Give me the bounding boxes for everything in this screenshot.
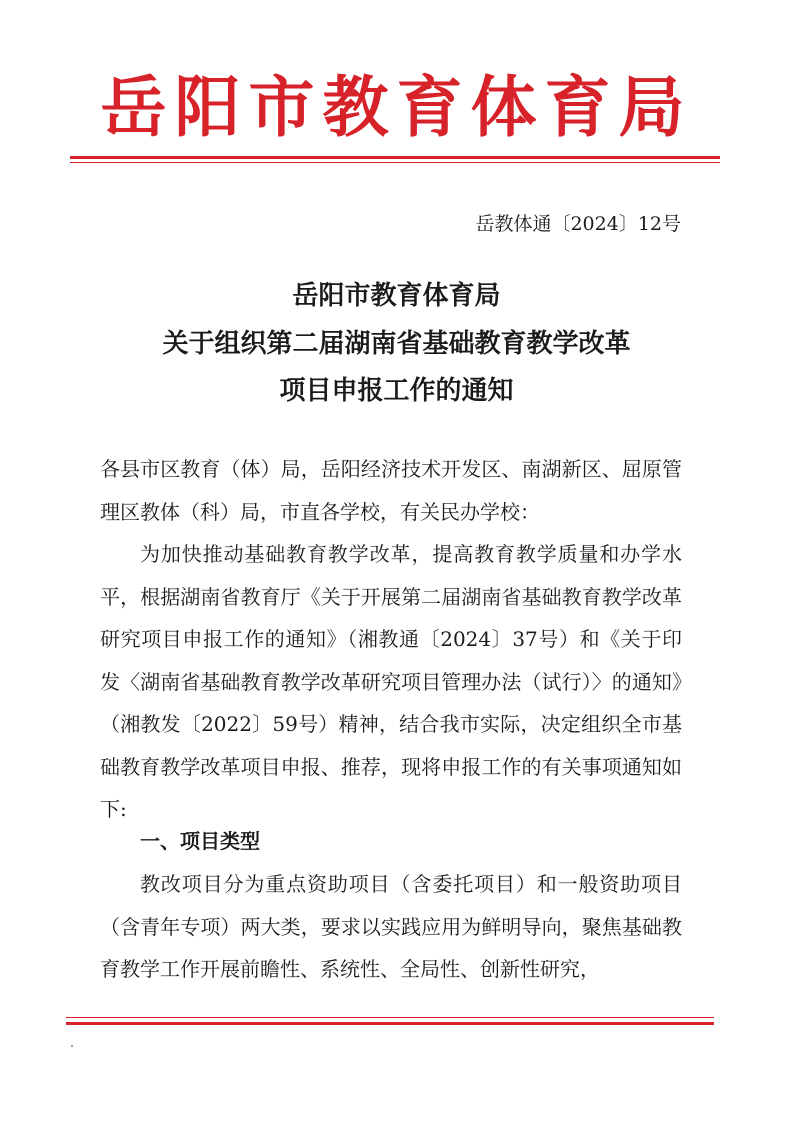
- footer-rule-thick: [66, 1022, 714, 1025]
- title-line-1: 岳阳市教育体育局: [292, 281, 501, 311]
- scan-speck: [71, 1045, 73, 1047]
- title-line-2: 关于组织第二届湖南省基础教育教学改革: [162, 329, 631, 359]
- paragraph-project-types: 教改项目分为重点资助项目（含委托项目）和一般资助项目（含青年专项）两大类，要求以实践应用为鲜明导向，聚焦基础教育教学工作开展前瞻性、系统性、全局性、创新性研究，: [100, 872, 682, 981]
- paragraph-intro: 为加快推动基础教育教学改革，提高教育教学质量和办学水平，根据湖南省教育厅《关于开展第二届湖南省基础教育教学改革研究项目申报工作的通知》（湘教通〔2024〕37号）和《关于印发〈湖南省基础教育教学改革研究项目管理办法（试行）〉的通知》（湘教发〔2022〕59号）精神，结合我市实际，决定组织全市基础教育教学改革项目申报、推荐，现将申报工作的有关事项通知如下:: [100, 542, 682, 821]
- footer-rule-thin: [66, 1017, 714, 1018]
- masthead-rule-thin: [70, 162, 720, 163]
- document-number: 岳教体通〔2024〕12号: [475, 213, 681, 235]
- masthead-title: 岳阳市教育体育局: [100, 68, 693, 146]
- title-line-3: 项目申报工作的通知: [279, 376, 514, 406]
- section-heading-project-types: 一、项目类型: [140, 829, 260, 853]
- masthead-rule-thick: [70, 156, 720, 159]
- recipients: 各县市区教育（体）局，岳阳经济技术开发区、南湖新区、屈原管理区教体（科）局，市直各学校，有关民办学校：: [100, 457, 682, 524]
